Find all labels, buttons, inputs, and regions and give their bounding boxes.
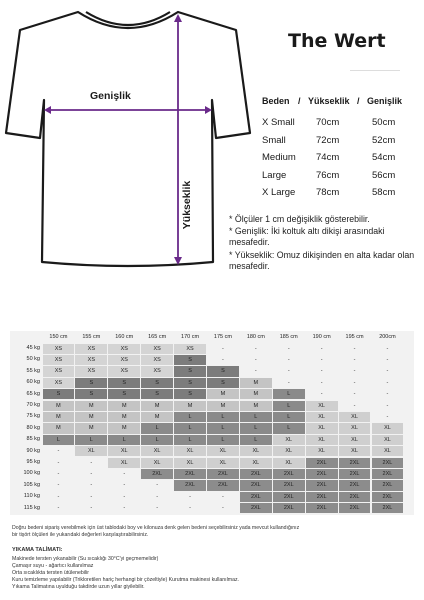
- grid-cell: XS: [174, 344, 206, 354]
- grid-cell: -: [141, 503, 173, 513]
- grid-cell: S: [174, 366, 206, 376]
- grid-weight-label: 65 kg: [26, 390, 40, 397]
- grid-weight-label: 80 kg: [26, 424, 40, 431]
- grid-cell: 2XL: [273, 503, 305, 513]
- size-grid: [10, 331, 414, 515]
- grid-cell: L: [240, 423, 272, 433]
- note-1: * Ölçüler 1 cm değişiklik gösterebilir.: [229, 214, 370, 224]
- grid-cell: XL: [339, 423, 371, 433]
- grid-height-header: 180 cm: [246, 334, 265, 340]
- grid-cell: XL: [207, 458, 239, 468]
- grid-cell: XS: [108, 366, 140, 376]
- grid-cell: S: [141, 378, 173, 388]
- grid-cell: 2XL: [141, 469, 173, 479]
- note-3: * Yükseklik: Omuz dikişinden en alta kadar olan mesafedir.: [229, 250, 415, 271]
- grid-height-header: 155 cm: [82, 334, 101, 340]
- grid-cell: 2XL: [372, 492, 404, 502]
- size-width: 54cm: [372, 152, 396, 163]
- grid-cell: -: [43, 469, 75, 479]
- size-name: X Large: [262, 187, 296, 198]
- grid-cell: M: [43, 401, 75, 411]
- grid-cell: L: [273, 401, 305, 411]
- grid-cell: -: [306, 366, 338, 376]
- size-name: Large: [262, 169, 287, 181]
- grid-cell: L: [108, 435, 140, 445]
- grid-cell: XL: [372, 423, 404, 433]
- grid-cell: XL: [339, 412, 371, 422]
- height-label: Yükseklik: [181, 180, 193, 230]
- grid-cell: 2XL: [273, 492, 305, 502]
- grid-cell: XS: [75, 344, 107, 354]
- height-arrow-top-head: [174, 14, 182, 22]
- grid-cell: S: [43, 389, 75, 399]
- grid-cell: M: [240, 401, 272, 411]
- grid-weight-label: 90 kg: [26, 447, 40, 454]
- grid-cell: -: [240, 366, 272, 376]
- grid-cell: XL: [207, 446, 239, 456]
- grid-cell: XS: [108, 344, 140, 354]
- grid-cell: S: [75, 389, 107, 399]
- grid-cell: XL: [108, 446, 140, 456]
- grid-cell: XS: [141, 344, 173, 354]
- grid-cell: -: [273, 344, 305, 354]
- grid-cell: XL: [273, 458, 305, 468]
- grid-cell: -: [273, 355, 305, 365]
- grid-cell: -: [141, 480, 173, 490]
- grid-cell: -: [43, 503, 75, 513]
- grid-cell: M: [108, 423, 140, 433]
- grid-cell: 2XL: [207, 469, 239, 479]
- wash-line: Çamaşır suyu - ağartıcı kullanılmaz: [12, 563, 94, 569]
- grid-cell: XL: [174, 446, 206, 456]
- grid-cell: -: [141, 492, 173, 502]
- grid-cell: XL: [306, 446, 338, 456]
- grid-cell: -: [306, 355, 338, 365]
- grid-cell: -: [75, 492, 107, 502]
- size-height: 72cm: [316, 134, 340, 146]
- wash-line: Orta sıcaklıkta tersten ütülenebilir: [12, 570, 89, 576]
- size-height: 74cm: [316, 152, 340, 163]
- grid-height-header: 195 cm: [345, 334, 364, 340]
- grid-cell: XS: [75, 355, 107, 365]
- grid-cell: XS: [43, 344, 75, 354]
- grid-cell: M: [75, 412, 107, 422]
- grid-cell: M: [43, 423, 75, 433]
- size-name: X Small: [262, 117, 295, 128]
- grid-cell: -: [306, 378, 338, 388]
- grid-cell: M: [75, 423, 107, 433]
- grid-cell: -: [108, 469, 140, 479]
- grid-cell: -: [108, 480, 140, 490]
- grid-cell: XL: [306, 412, 338, 422]
- grid-cell: L: [141, 435, 173, 445]
- grid-weight-label: 75 kg: [26, 413, 40, 420]
- grid-cell: M: [240, 378, 272, 388]
- header-beden: Beden: [262, 96, 290, 106]
- size-width: 52cm: [372, 134, 396, 146]
- grid-cell: -: [240, 355, 272, 365]
- grid-cell: XL: [240, 446, 272, 456]
- grid-cell: 2XL: [174, 469, 206, 479]
- grid-cell: 2XL: [372, 480, 404, 490]
- grid-cell: 2XL: [339, 492, 371, 502]
- grid-cell: -: [174, 503, 206, 513]
- grid-cell: XL: [306, 401, 338, 411]
- grid-cell: XL: [306, 423, 338, 433]
- grid-cell: L: [174, 423, 206, 433]
- size-width: 56cm: [372, 169, 396, 181]
- grid-cell: -: [207, 344, 239, 354]
- grid-cell: 2XL: [306, 480, 338, 490]
- header-separator: /: [357, 96, 360, 106]
- grid-cell: -: [43, 492, 75, 502]
- grid-cell: -: [43, 480, 75, 490]
- grid-cell: S: [108, 378, 140, 388]
- grid-height-header: 185 cm: [279, 334, 298, 340]
- grid-cell: -: [339, 378, 371, 388]
- grid-weight-label: 100 kg: [23, 470, 40, 477]
- grid-weight-label: 70 kg: [26, 402, 40, 408]
- grid-cell: -: [43, 458, 75, 468]
- grid-cell: 2XL: [339, 458, 371, 468]
- grid-height-header: 190 cm: [312, 334, 331, 340]
- grid-cell: -: [372, 401, 404, 411]
- grid-cell: -: [339, 389, 371, 399]
- grid-cell: -: [273, 378, 305, 388]
- grid-cell: 2XL: [372, 458, 404, 468]
- grid-cell: L: [240, 435, 272, 445]
- grid-cell: -: [207, 355, 239, 365]
- size-name: Medium: [262, 152, 296, 163]
- grid-cell: XL: [273, 446, 305, 456]
- grid-cell: 2XL: [339, 480, 371, 490]
- grid-weight-label: 105 kg: [23, 481, 40, 488]
- grid-cell: -: [339, 344, 371, 354]
- grid-cell: -: [75, 458, 107, 468]
- wash-line: Makinede tersten yıkanabilir (Su sıcaklığı 30°C'yi geçmemelidir): [12, 556, 159, 562]
- grid-cell: 2XL: [240, 492, 272, 502]
- grid-cell: 2XL: [273, 480, 305, 490]
- grid-cell: XL: [372, 446, 404, 456]
- grid-cell: XL: [75, 446, 107, 456]
- grid-cell: -: [372, 366, 404, 376]
- grid-cell: 2XL: [174, 480, 206, 490]
- grid-cell: XL: [141, 458, 173, 468]
- grid-cell: -: [207, 503, 239, 513]
- grid-weight-label: 50 kg: [26, 356, 40, 363]
- grid-cell: XL: [108, 458, 140, 468]
- grid-cell: S: [207, 366, 239, 376]
- grid-cell: 2XL: [306, 469, 338, 479]
- grid-cell: 2XL: [306, 492, 338, 502]
- grid-cell: -: [43, 446, 75, 456]
- brand-title: The Wert: [288, 30, 386, 52]
- grid-cell: S: [174, 355, 206, 365]
- width-arrow-left-head: [44, 106, 51, 114]
- grid-cell: M: [43, 412, 75, 422]
- wash-line: Yıkama Talimatına uyulduğu takdirde uzun yıllar giyilebilir.: [12, 584, 145, 590]
- grid-cell: -: [207, 492, 239, 502]
- grid-cell: XS: [43, 378, 75, 388]
- grid-cell: -: [174, 492, 206, 502]
- grid-cell: -: [339, 355, 371, 365]
- grid-cell: L: [273, 423, 305, 433]
- grid-height-header: 200cm: [379, 334, 396, 340]
- grid-height-header: 170 cm: [181, 334, 200, 340]
- grid-cell: XS: [141, 366, 173, 376]
- grid-cell: M: [207, 389, 239, 399]
- grid-cell: XL: [273, 435, 305, 445]
- wash-title: YIKAMA TALİMATI:: [12, 547, 63, 553]
- grid-cell: XL: [339, 446, 371, 456]
- grid-cell: 2XL: [306, 503, 338, 513]
- size-width: 58cm: [372, 187, 396, 198]
- footer-recommend: Doğru bedeni sipariş verebilmek için üst tablodaki boy ve kilonuza denk gelen bedeni seçebilirsiniz yada mevcut kullandığınız: [12, 525, 300, 531]
- size-height: 70cm: [316, 117, 340, 128]
- size-height: 78cm: [316, 187, 340, 198]
- grid-cell: M: [141, 412, 173, 422]
- grid-cell: 2XL: [240, 469, 272, 479]
- grid-height-header: 150 cm: [49, 334, 68, 340]
- grid-cell: -: [306, 389, 338, 399]
- grid-cell: S: [174, 389, 206, 399]
- grid-weight-label: 110 kg: [23, 493, 40, 500]
- grid-cell: L: [43, 435, 75, 445]
- grid-cell: -: [240, 344, 272, 354]
- grid-cell: M: [207, 401, 239, 411]
- grid-cell: XS: [108, 355, 140, 365]
- grid-cell: -: [306, 344, 338, 354]
- header-yukseklik: Yükseklik: [308, 96, 350, 106]
- grid-height-header: 165 cm: [148, 334, 167, 340]
- grid-cell: 2XL: [372, 469, 404, 479]
- grid-cell: -: [75, 469, 107, 479]
- grid-cell: M: [240, 389, 272, 399]
- grid-cell: -: [108, 503, 140, 513]
- grid-cell: -: [339, 366, 371, 376]
- grid-cell: L: [207, 423, 239, 433]
- grid-cell: S: [75, 378, 107, 388]
- grid-cell: L: [174, 412, 206, 422]
- grid-cell: 2XL: [207, 480, 239, 490]
- footer-recommend-2: bir tişört ölçüleri ile yukarıdaki değerleri karşılaştırabilirsiniz.: [12, 532, 149, 538]
- grid-cell: -: [372, 412, 404, 422]
- grid-cell: 2XL: [306, 458, 338, 468]
- wash-line: Kuru temizleme yapılabilir (Trikloretilen hariç herhangi bir çözeltiyle) Kurutma makinesi kullanılmaz.: [12, 577, 239, 583]
- grid-height-header: 160 cm: [115, 334, 134, 340]
- grid-cell: M: [108, 401, 140, 411]
- grid-cell: 2XL: [339, 469, 371, 479]
- grid-cell: XL: [141, 446, 173, 456]
- grid-cell: M: [108, 412, 140, 422]
- note-2: * Genişlik: İki koltuk altı dikişi arasındaki mesafedir.: [229, 226, 385, 247]
- grid-cell: -: [273, 366, 305, 376]
- grid-cell: L: [240, 412, 272, 422]
- grid-cell: -: [108, 492, 140, 502]
- tshirt-outline: [6, 12, 250, 266]
- grid-cell: XL: [372, 435, 404, 445]
- grid-cell: 2XL: [273, 469, 305, 479]
- header-genislik: Genişlik: [367, 96, 403, 106]
- grid-cell: M: [141, 401, 173, 411]
- grid-cell: -: [372, 378, 404, 388]
- grid-cell: -: [75, 480, 107, 490]
- grid-cell: XS: [141, 355, 173, 365]
- grid-cell: XS: [43, 355, 75, 365]
- grid-weight-label: 60 kg: [26, 379, 40, 386]
- grid-cell: -: [372, 344, 404, 354]
- grid-cell: M: [174, 401, 206, 411]
- grid-cell: L: [273, 412, 305, 422]
- grid-cell: XL: [174, 458, 206, 468]
- grid-cell: -: [75, 503, 107, 513]
- grid-cell: L: [273, 389, 305, 399]
- header-separator: /: [298, 96, 301, 106]
- grid-cell: 2XL: [240, 503, 272, 513]
- grid-cell: 2XL: [240, 480, 272, 490]
- grid-cell: 2XL: [372, 503, 404, 513]
- grid-cell: XL: [306, 435, 338, 445]
- grid-cell: L: [75, 435, 107, 445]
- grid-cell: S: [141, 389, 173, 399]
- grid-cell: M: [75, 401, 107, 411]
- grid-weight-label: 55 kg: [26, 367, 40, 374]
- grid-cell: XS: [75, 366, 107, 376]
- grid-cell: 2XL: [339, 503, 371, 513]
- grid-cell: -: [372, 389, 404, 399]
- grid-weight-label: 95 kg: [26, 459, 40, 465]
- grid-weight-label: 115 kg: [23, 504, 40, 511]
- width-label: Genişlik: [90, 90, 131, 102]
- grid-cell: S: [108, 389, 140, 399]
- grid-cell: XL: [339, 435, 371, 445]
- size-name: Small: [262, 134, 286, 146]
- divider: [350, 70, 400, 71]
- grid-cell: L: [207, 435, 239, 445]
- grid-cell: S: [207, 378, 239, 388]
- size-width: 50cm: [372, 117, 396, 128]
- size-height: 76cm: [316, 169, 340, 181]
- grid-cell: XS: [43, 366, 75, 376]
- grid-height-header: 175 cm: [213, 334, 232, 340]
- grid-weight-label: 45 kg: [26, 345, 40, 351]
- grid-cell: -: [372, 355, 404, 365]
- grid-cell: S: [174, 378, 206, 388]
- grid-cell: L: [174, 435, 206, 445]
- grid-cell: L: [141, 423, 173, 433]
- grid-cell: XL: [240, 458, 272, 468]
- grid-cell: L: [207, 412, 239, 422]
- grid-cell: -: [339, 401, 371, 411]
- grid-weight-label: 85 kg: [26, 436, 40, 443]
